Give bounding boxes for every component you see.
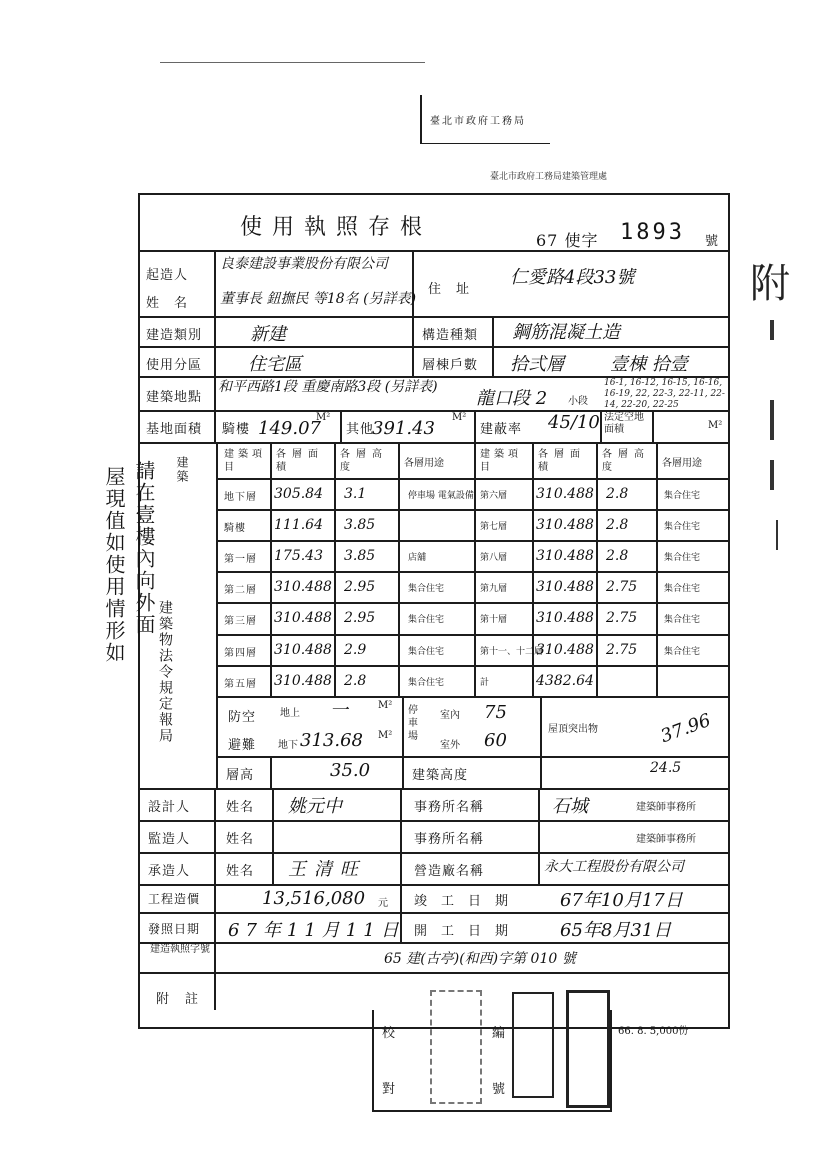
floor-use: 集合住宅 (664, 553, 701, 564)
print-info: 66. 8. 5,000份 (618, 1026, 689, 1037)
permit-value: 65 建(古亭)(和西)字第 010 號 (384, 951, 576, 967)
area-label: 基地面積 (146, 422, 203, 437)
builder-label: 起造人 (146, 268, 189, 283)
floor-height-value: 35.0 (330, 760, 371, 781)
floor-height: 2.95 (344, 579, 376, 596)
floor-use: 集合住宅 (664, 522, 701, 533)
floor-item: 第三層 (224, 616, 257, 628)
stamp-check (430, 990, 482, 1104)
floor-area: 310.488 (536, 486, 594, 502)
floor-height: 2.8 (606, 517, 629, 534)
address-value: 仁愛路4段33號 (510, 267, 635, 288)
office-suffix: 建築師事務所 (636, 834, 696, 845)
floor-height: 3.1 (344, 486, 367, 502)
floor-height: 2.95 (344, 610, 376, 627)
units-value: 壹棟 拾壹 (610, 354, 688, 375)
floor-area: 4382.64 (536, 672, 594, 689)
table-side-col (216, 442, 218, 788)
col-line (596, 442, 598, 696)
col-header-use: 各層用途 (662, 458, 702, 469)
row-line (138, 788, 730, 790)
designer-name: 姚元中 (288, 796, 342, 817)
floor-height: 2.75 (606, 641, 638, 658)
col-line (474, 442, 476, 696)
above-value: 一 (330, 700, 348, 721)
floor-item: 第七層 (480, 522, 508, 533)
license-suffix: 號 (705, 234, 720, 249)
parking-label: 停車場 (408, 705, 418, 742)
floor-item: 第四層 (224, 647, 257, 659)
row-line (138, 250, 730, 252)
top-stamp-text: 臺北市政府工務局 (430, 116, 526, 127)
floor-use: 集合住宅 (664, 615, 701, 626)
floor-use: 集合住宅 (664, 646, 701, 657)
floor-item: 騎樓 (224, 523, 246, 535)
floors-value: 拾弍層 (510, 354, 564, 375)
col-line (540, 756, 542, 788)
address-label: 住 址 (428, 282, 471, 297)
name-label: 姓名 (226, 800, 255, 815)
floor-area: 175.43 (274, 548, 323, 565)
supervisor-label: 監造人 (148, 832, 191, 847)
stamp-edit (512, 992, 554, 1098)
floor-use: 店舖 (408, 553, 427, 564)
side-label: 建築 (175, 456, 189, 484)
m2-unit: M² (316, 412, 331, 423)
company-name: 良泰建設事業股份有限公司 (220, 256, 388, 272)
col-line (474, 410, 476, 442)
floor-height: 2.8 (606, 548, 629, 565)
outdoor-label: 室外 (440, 740, 460, 751)
floor-use: 集合住宅 (408, 615, 445, 626)
start-value: 65年8月31日 (560, 920, 672, 941)
floor-height: 2.75 (606, 610, 638, 627)
floor-area: 305.84 (274, 486, 323, 502)
col-header-area: 各層面積 (276, 449, 324, 473)
arcade-label: 騎樓 (222, 422, 251, 437)
row-line (138, 852, 730, 854)
designer-label: 設計人 (148, 800, 191, 815)
site-label: 建築地點 (146, 390, 203, 405)
left-margin-col-3: 建築物法令規定報局 (157, 600, 173, 744)
floor-height: 2.8 (344, 672, 367, 689)
row-line (138, 442, 730, 444)
row-line (216, 634, 730, 636)
representative-name: 董事長 鈕撫民 等18名 (另詳表) (220, 291, 417, 307)
row-line (138, 316, 730, 318)
row-line (138, 346, 730, 348)
lot-section: 龍口段 2 (476, 388, 548, 409)
name-label: 姓名 (226, 864, 255, 879)
floor-area: 310.488 (536, 548, 594, 565)
complete-label: 竣工日期 (414, 894, 523, 909)
top-bracket-v (420, 95, 422, 143)
company-label: 營造廠名稱 (414, 864, 485, 879)
roof-value: 37.96 (657, 709, 714, 748)
license-prefix: 67 使字 (536, 231, 599, 250)
row-line (138, 972, 730, 974)
license-number: 1893 (620, 220, 685, 245)
complete-value: 67年10月17日 (560, 890, 683, 911)
floor-height: 2.8 (606, 486, 629, 502)
contractor-label: 承造人 (148, 864, 191, 879)
designer-office: 石城 (552, 796, 588, 817)
floor-area: 310.488 (536, 610, 594, 627)
row-line (216, 571, 730, 573)
cost-value: 13,516,080 (262, 888, 366, 909)
right-margin-text: 附 (750, 261, 790, 307)
top-right-stamp: 臺北市政府工務局建築管理處 (490, 172, 608, 182)
floor-area: 310.488 (536, 517, 594, 534)
right-margin-mark (770, 460, 774, 490)
type-value: 新建 (250, 324, 286, 345)
floor-height: 2.9 (344, 641, 367, 658)
col-line (540, 696, 542, 756)
structure-value: 鋼筋混凝土造 (512, 322, 620, 343)
stamp-seal (566, 990, 610, 1108)
floor-item: 第十層 (480, 615, 508, 626)
building-height-label: 建築高度 (412, 768, 469, 783)
cost-unit: 元 (378, 898, 388, 909)
floor-use: 集合住宅 (408, 646, 445, 657)
right-margin-mark (770, 400, 774, 440)
shelter-label-a: 防空 (228, 710, 257, 725)
indoor-label: 室內 (440, 710, 460, 721)
floor-use: 集合住宅 (408, 677, 445, 688)
floor-area: 310.488 (536, 579, 594, 596)
zone-value: 住宅區 (248, 354, 302, 375)
row-line (216, 509, 730, 511)
indoor-value: 75 (484, 702, 507, 723)
m2-unit: M² (378, 700, 393, 711)
right-margin-mark (776, 520, 778, 550)
below-label: 地下 (278, 740, 298, 751)
floor-item: 第五層 (224, 678, 257, 690)
outdoor-value: 60 (484, 730, 507, 751)
issue-value: 67年11月11日 (228, 920, 405, 941)
top-bracket-h (420, 143, 550, 144)
row-line (138, 820, 730, 822)
floor-item: 第一層 (224, 554, 257, 566)
floor-item: 第二層 (224, 585, 257, 597)
floor-item: 計 (480, 677, 490, 688)
col-line (398, 442, 400, 696)
name-label: 姓名 (226, 832, 255, 847)
row-line (216, 478, 730, 480)
col-header-area: 各層面積 (538, 449, 586, 473)
form-title: 使用執照存根 (240, 215, 433, 240)
row-line (138, 942, 730, 944)
col-line (334, 442, 336, 696)
row-line (216, 696, 730, 698)
col-header-use: 各層用途 (404, 458, 444, 469)
col-header-item: 建築項目 (480, 449, 522, 473)
floor-height: 2.75 (606, 579, 638, 596)
col-line (652, 410, 654, 442)
row-line (138, 912, 730, 914)
other-value: 391.43 (372, 418, 435, 439)
check-label-2: 對 (382, 1082, 397, 1097)
col-line (538, 788, 540, 884)
col-header-item: 建築項目 (224, 449, 266, 473)
coverage-label: 建蔽率 (480, 422, 523, 437)
type-label: 建造類別 (146, 328, 203, 343)
floors-label: 層棟戶數 (422, 358, 479, 373)
m2-unit: M² (452, 412, 467, 423)
floor-item: 地下層 (224, 492, 257, 503)
office-label: 事務所名稱 (414, 832, 485, 847)
shelter-label-b: 避難 (228, 738, 257, 753)
col-line (340, 410, 342, 442)
name-label: 姓 名 (146, 296, 189, 311)
col-line (402, 696, 404, 756)
coverage-value: 45/10 (548, 412, 600, 433)
office-suffix: 建築師事務所 (636, 802, 696, 813)
floor-item: 第十一、十二層 (480, 646, 544, 657)
edit-label-2: 號 (492, 1082, 507, 1097)
col-line (214, 250, 216, 442)
col-line (270, 442, 272, 696)
row-line (216, 756, 730, 758)
above-label: 地上 (280, 708, 300, 719)
col-line (532, 442, 534, 696)
arcade-value: 149.07 (258, 418, 321, 439)
col-line (600, 410, 602, 442)
col-header-height: 各層高度 (602, 449, 650, 473)
floor-area: 310.488 (274, 579, 332, 596)
floor-item: 第九層 (480, 584, 508, 595)
site-value: 和平西路1段 重慶南路3段 (另詳表) (218, 379, 438, 395)
issue-label: 發照日期 (148, 922, 201, 936)
legal-open-label: 法定空地面積 (604, 412, 644, 435)
row-line (216, 665, 730, 667)
floor-area: 310.488 (274, 641, 332, 658)
floor-use: 集合住宅 (664, 584, 701, 595)
zone-label: 使用分區 (146, 358, 203, 373)
floor-area: 310.488 (536, 641, 594, 658)
col-line (214, 788, 216, 1010)
edit-label: 編 (492, 1026, 507, 1041)
col-header-height: 各層高度 (340, 449, 388, 473)
floor-use: 停車場 電氣設備 (408, 491, 474, 501)
roof-value-2: 24.5 (650, 760, 682, 776)
floor-area: 310.488 (274, 610, 332, 627)
floor-area: 310.488 (274, 672, 332, 689)
row-line (216, 602, 730, 604)
floor-use: 集合住宅 (408, 584, 445, 595)
contractor-name: 王清旺 (288, 859, 366, 880)
floor-height: 3.85 (344, 517, 376, 534)
lot-small-label: 小段 (568, 396, 588, 407)
col-line (402, 756, 404, 788)
other-label: 其他 (346, 422, 375, 437)
structure-label: 構造種類 (422, 328, 479, 343)
check-label: 校 (382, 1026, 397, 1041)
floor-area: 111.64 (274, 517, 323, 534)
contractor-company: 永大工程股份有限公司 (544, 859, 684, 875)
roof-label: 屋頂突出物 (548, 724, 598, 735)
floor-item: 第六層 (480, 491, 508, 501)
col-line (656, 442, 658, 696)
floor-use: 集合住宅 (664, 491, 701, 501)
top-bracket-line (160, 62, 425, 63)
floor-height-label: 層高 (226, 768, 255, 783)
cost-label: 工程造價 (148, 892, 201, 906)
below-value: 313.68 (300, 730, 363, 751)
left-margin-col-1: 屋現值如使用情形如 (102, 466, 126, 664)
m2-unit: M² (708, 420, 723, 431)
row-line (216, 540, 730, 542)
col-line (270, 756, 272, 788)
col-line (272, 788, 274, 884)
col-line (492, 316, 494, 376)
start-label: 開工日期 (414, 924, 523, 939)
office-label: 事務所名稱 (414, 800, 485, 815)
floor-item: 第八層 (480, 553, 508, 564)
col-line (412, 316, 414, 376)
floor-height: 3.85 (344, 548, 376, 565)
lot-numbers: 16-1, 16-12, 16-15, 16-16, 16-19, 22, 22-3, 22-11, 22-14, 22-20, 22-25 (604, 378, 725, 410)
left-margin-col-2: 請在壹樓內向外面 (132, 460, 156, 636)
right-margin-mark (770, 320, 774, 340)
m2-unit: M² (378, 730, 393, 741)
note-label: 附註 (156, 992, 215, 1007)
permit-label: 建造執照字號 (150, 944, 210, 955)
